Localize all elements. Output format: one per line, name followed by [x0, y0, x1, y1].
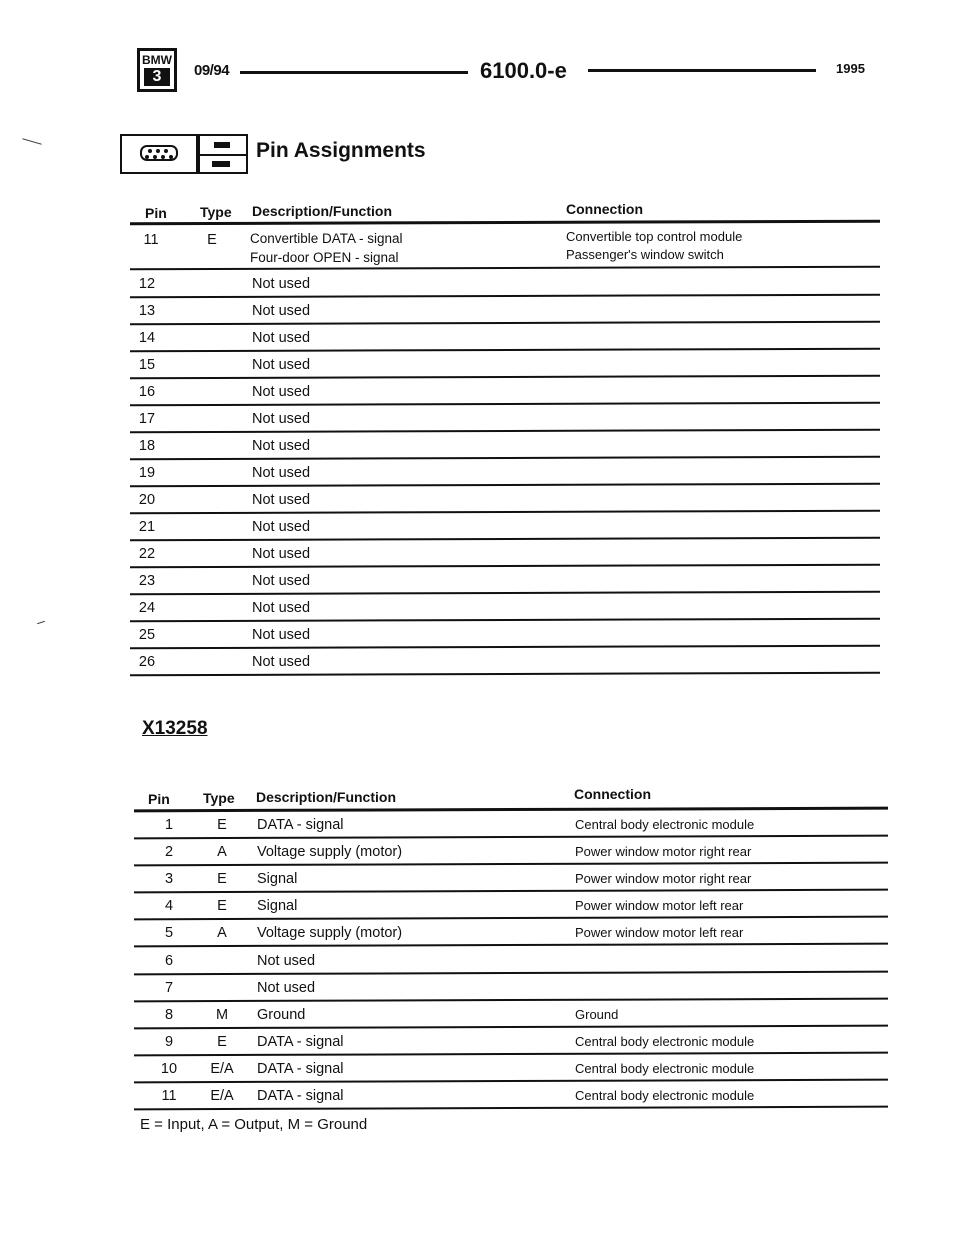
- pin-number: 12: [138, 276, 156, 292]
- pin-number: 4: [164, 898, 174, 915]
- pin-description: Not used: [252, 519, 311, 535]
- table-row: [0, 330, 960, 357]
- pin-type: E: [217, 817, 227, 833]
- pin-description: Not used: [252, 303, 311, 319]
- document-number: 6100.0-e: [480, 58, 567, 83]
- column-header-pin: Pin: [145, 205, 167, 221]
- table-row: [0, 546, 960, 573]
- table-row: [0, 276, 960, 303]
- pin-description: Voltage supply (motor): [257, 844, 403, 861]
- pin-number: 18: [138, 438, 156, 454]
- table-row: [0, 600, 960, 627]
- pin-description: Signal: [257, 898, 298, 915]
- pin-type: E: [217, 898, 227, 915]
- pin-type: E: [217, 871, 227, 888]
- pin-description: DATA - signal: [257, 817, 344, 833]
- pin-number: 24: [138, 600, 156, 616]
- pin-number: 1: [164, 817, 174, 833]
- pin-description: Not used: [252, 627, 311, 643]
- pin-number: 3: [164, 871, 174, 888]
- pin-type: A: [217, 925, 227, 942]
- pin-type: E/A: [210, 1088, 234, 1104]
- column-header-pin: Pin: [148, 791, 170, 807]
- table-row: [0, 1061, 960, 1088]
- column-header-description: Description/Function: [256, 789, 396, 805]
- table-row: [0, 844, 960, 871]
- pin-description: Not used: [257, 979, 316, 996]
- pin-number: 9: [164, 1033, 174, 1050]
- table-row: [0, 411, 960, 438]
- pin-number: 2: [164, 844, 174, 861]
- pin-type: A: [217, 844, 227, 861]
- pin-connection: Power window motor right rear: [575, 844, 752, 860]
- table-row: [0, 898, 960, 925]
- header-rule-right: [588, 69, 816, 72]
- connector-icon: [120, 134, 198, 174]
- pin-description: Not used: [252, 654, 311, 670]
- table-row: [0, 1007, 960, 1034]
- table-row: [0, 492, 960, 519]
- pin-connection: Power window motor right rear: [575, 871, 752, 887]
- pin-number: 13: [138, 303, 156, 319]
- header-rule: [130, 220, 880, 226]
- pin-connection: Central body electronic module: [575, 1060, 755, 1076]
- pin-connection: Central body electronic module: [575, 817, 755, 832]
- table-row: [0, 654, 960, 681]
- pin-type: E: [217, 1033, 227, 1050]
- table-row: [0, 871, 960, 898]
- column-header-description: Description/Function: [252, 203, 392, 219]
- pin-description: Not used: [252, 546, 311, 562]
- pin-type: E/A: [210, 1060, 234, 1077]
- pin-connection: Power window motor left rear: [575, 898, 744, 914]
- pin-description: Not used: [252, 384, 311, 400]
- section-title: Pin Assignments: [256, 139, 426, 162]
- pin-description: Four-door OPEN - signal: [250, 250, 399, 265]
- pin-description: Convertible DATA - signal: [250, 231, 403, 246]
- table-row: [0, 229, 960, 273]
- pin-description: Not used: [252, 438, 311, 454]
- logo-brand: BMW: [142, 53, 172, 67]
- pin-number: 23: [138, 573, 156, 589]
- pin-number: 26: [138, 654, 156, 670]
- table-row: [0, 357, 960, 384]
- pin-number: 10: [160, 1060, 178, 1077]
- pin-description: DATA - signal: [257, 1033, 344, 1050]
- table-row: [0, 627, 960, 654]
- pin-connection: Ground: [575, 1006, 619, 1022]
- column-header-type: Type: [203, 790, 235, 806]
- pin-description: Not used: [252, 411, 311, 427]
- table-row: [0, 519, 960, 546]
- header-year: 1995: [836, 61, 865, 76]
- pin-number: 16: [138, 384, 156, 400]
- pin-number: 19: [138, 465, 156, 481]
- pin-description: Not used: [252, 276, 311, 292]
- logo-series: 3: [144, 68, 170, 86]
- header-rule-left: [240, 71, 468, 74]
- pin-connection: Power window motor left rear: [575, 925, 744, 941]
- table-row: [0, 303, 960, 330]
- pin-number: 7: [164, 979, 174, 996]
- table-row: [0, 953, 960, 980]
- pin-number: 6: [164, 952, 174, 969]
- column-header-connection: Connection: [566, 201, 643, 217]
- pin-number: 20: [138, 492, 156, 508]
- pin-number: 22: [138, 546, 156, 562]
- pin-number: 8: [164, 1006, 174, 1023]
- pin-number: 21: [138, 519, 156, 535]
- pin-description: Voltage supply (motor): [257, 925, 403, 942]
- pin-connection: Passenger's window switch: [566, 247, 724, 262]
- header-rule: [134, 807, 888, 813]
- table-row: [0, 1088, 960, 1115]
- pin-description: DATA - signal: [257, 1060, 344, 1077]
- table-row: [0, 980, 960, 1007]
- pin-description: Not used: [252, 357, 311, 373]
- pin-type: E: [207, 232, 217, 248]
- pin-description: Signal: [257, 871, 298, 888]
- pin-description: Not used: [252, 465, 311, 481]
- pin-number: 17: [138, 411, 156, 427]
- pin-description: Not used: [252, 600, 311, 616]
- pin-number: 11: [143, 232, 159, 248]
- header-date: 09/94: [194, 62, 230, 79]
- pin-description: Not used: [252, 573, 311, 589]
- pin-assignment-icon: [198, 134, 248, 174]
- table-row: [0, 1034, 960, 1061]
- pin-number: 15: [138, 357, 156, 373]
- table-row: [0, 465, 960, 492]
- column-header-type: Type: [200, 204, 232, 220]
- scan-mark: [22, 138, 42, 144]
- pin-description: Not used: [252, 492, 311, 508]
- pin-connection: Central body electronic module: [575, 1088, 755, 1103]
- pin-number: 25: [138, 627, 156, 643]
- pin-description: Not used: [252, 330, 311, 346]
- bmw-3-series-logo: [137, 48, 177, 92]
- type-legend: E = Input, A = Output, M = Ground: [140, 1116, 368, 1133]
- pin-description: Ground: [257, 1006, 306, 1023]
- pin-connection: Convertible top control module: [566, 229, 743, 244]
- connector-id: X13258: [142, 718, 208, 739]
- pin-type: M: [215, 1006, 229, 1023]
- table-row: [0, 438, 960, 465]
- pin-connection: Central body electronic module: [575, 1033, 755, 1049]
- table-row: [0, 384, 960, 411]
- pin-description: Not used: [257, 952, 316, 969]
- table-row: [0, 817, 960, 844]
- table-row: [0, 925, 960, 952]
- pin-number: 11: [161, 1088, 177, 1104]
- pin-description: DATA - signal: [257, 1088, 344, 1104]
- column-header-connection: Connection: [574, 786, 651, 802]
- pin-number: 14: [138, 330, 156, 346]
- pin-number: 5: [164, 925, 174, 942]
- table-row: [0, 573, 960, 600]
